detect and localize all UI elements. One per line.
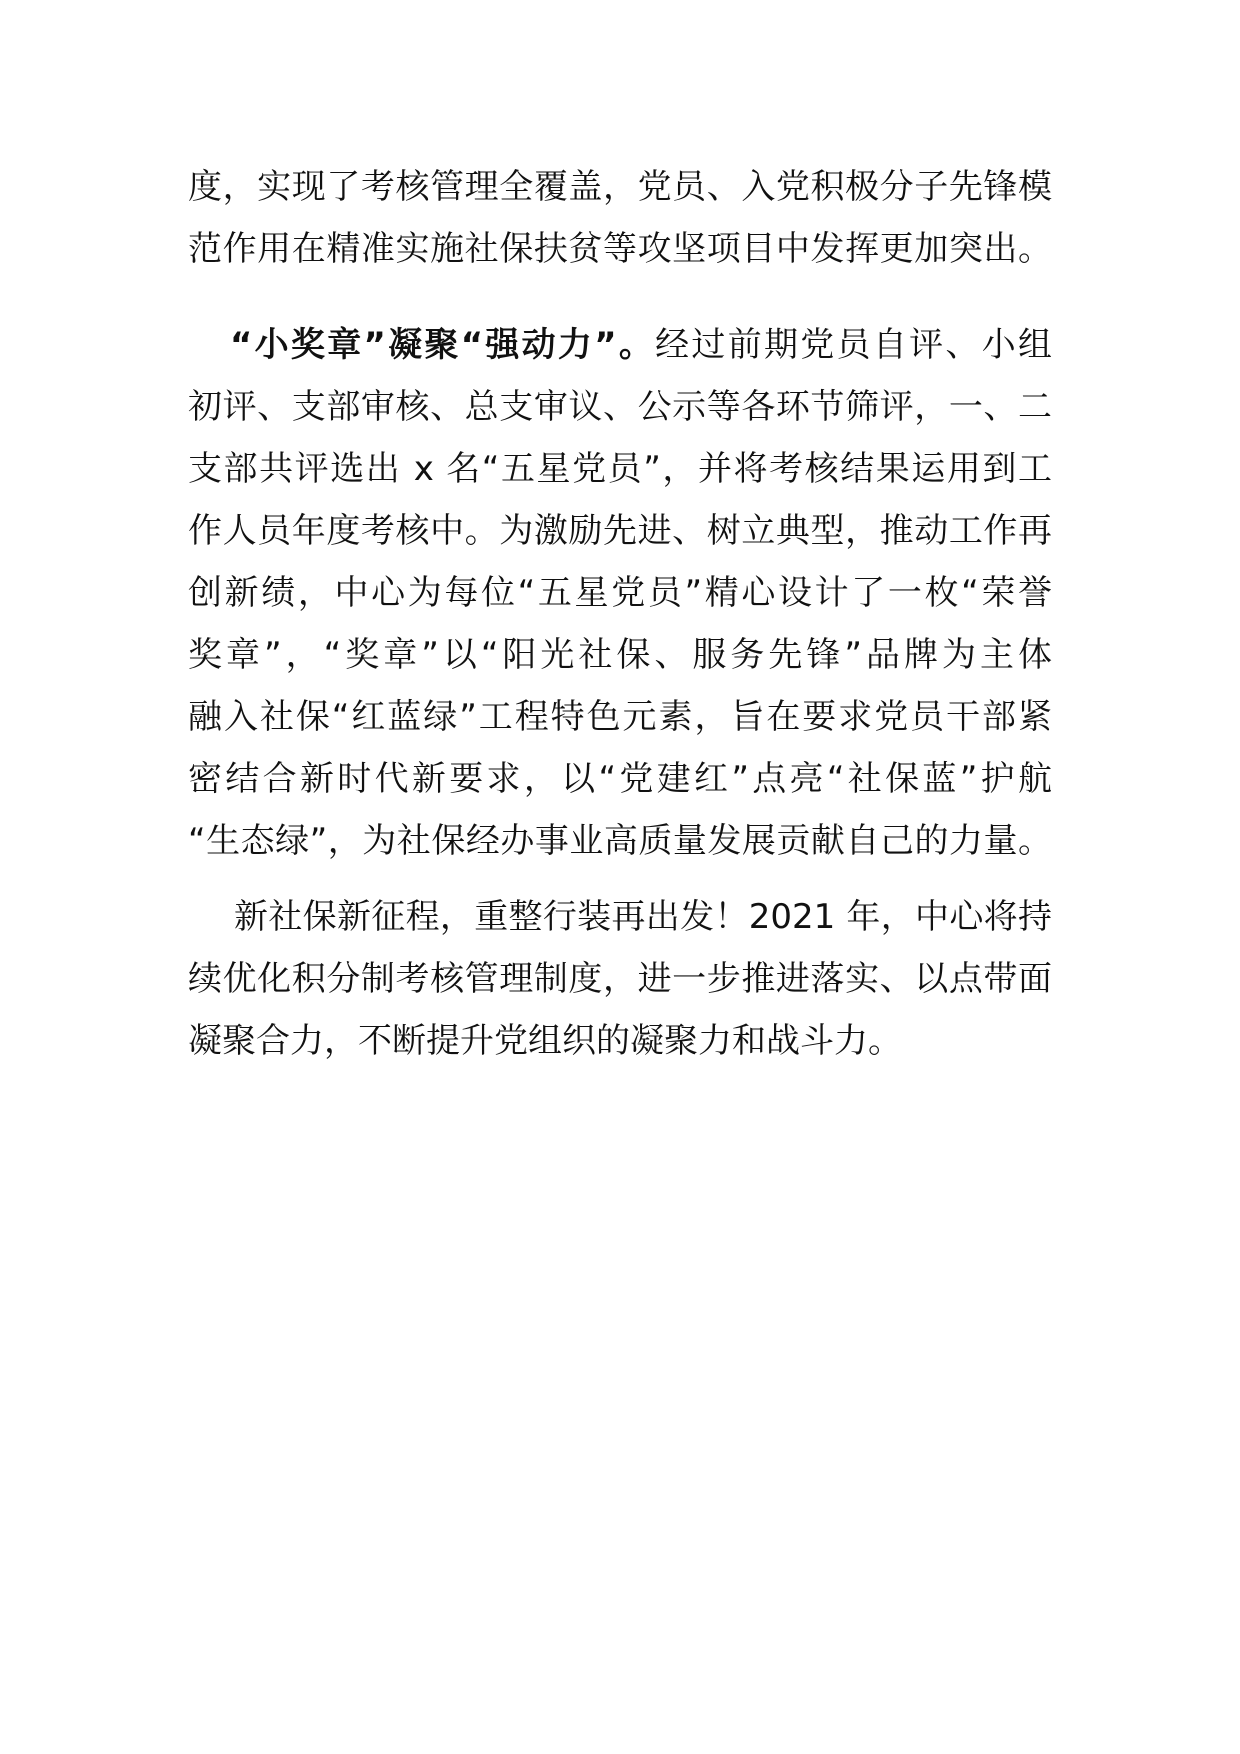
text-line: 新社保新征程，重整行装再出发！2021 年，中心将持 <box>234 897 1052 937</box>
text-line: 奖章”，“奖章”以“阳光社保、服务先锋”品牌为主体 <box>188 635 1052 675</box>
paragraph-3 <box>188 884 1052 1074</box>
paragraph-2 <box>188 312 1052 874</box>
text-line: 范作用在精准实施社保扶贫等攻坚项目中发挥更加突出。 <box>188 229 1052 269</box>
text-line: 密结合新时代新要求，以“党建红”点亮“社保蓝”护航 <box>188 759 1052 799</box>
text-line: 创新绩，中心为每位“五星党员”精心设计了一枚“荣誉 <box>188 573 1052 613</box>
text-line: 融入社保“红蓝绿”工程特色元素，旨在要求党员干部紧 <box>188 697 1052 737</box>
paragraph-heading: “小奖章”凝聚“强动力”。 <box>230 325 656 365</box>
text-line: 作人员年度考核中。为激励先进、树立典型，推动工作再 <box>188 511 1052 551</box>
text-line: 支部共评选出 x 名“五星党员”，并将考核结果运用到工 <box>188 449 1052 489</box>
text-line-with-heading <box>188 312 1052 378</box>
document-page <box>188 168 1052 1074</box>
text-line: 度，实现了考核管理全覆盖，党员、入党积极分子先锋模 <box>188 167 1052 207</box>
text-line: “生态绿”，为社保经办事业高质量发展贡献自己的力量。 <box>188 821 1052 861</box>
text-line: 凝聚合力，不断提升党组织的凝聚力和战斗力。 <box>188 1021 902 1061</box>
text-line: 初评、支部审核、总支审议、公示等各环节筛评，一、二 <box>188 387 1052 427</box>
paragraph-1 <box>188 154 1052 282</box>
text-line: 续优化积分制考核管理制度，进一步推进落实、以点带面 <box>188 959 1052 999</box>
text-line: 经过前期党员自评、小组 <box>655 325 1052 365</box>
